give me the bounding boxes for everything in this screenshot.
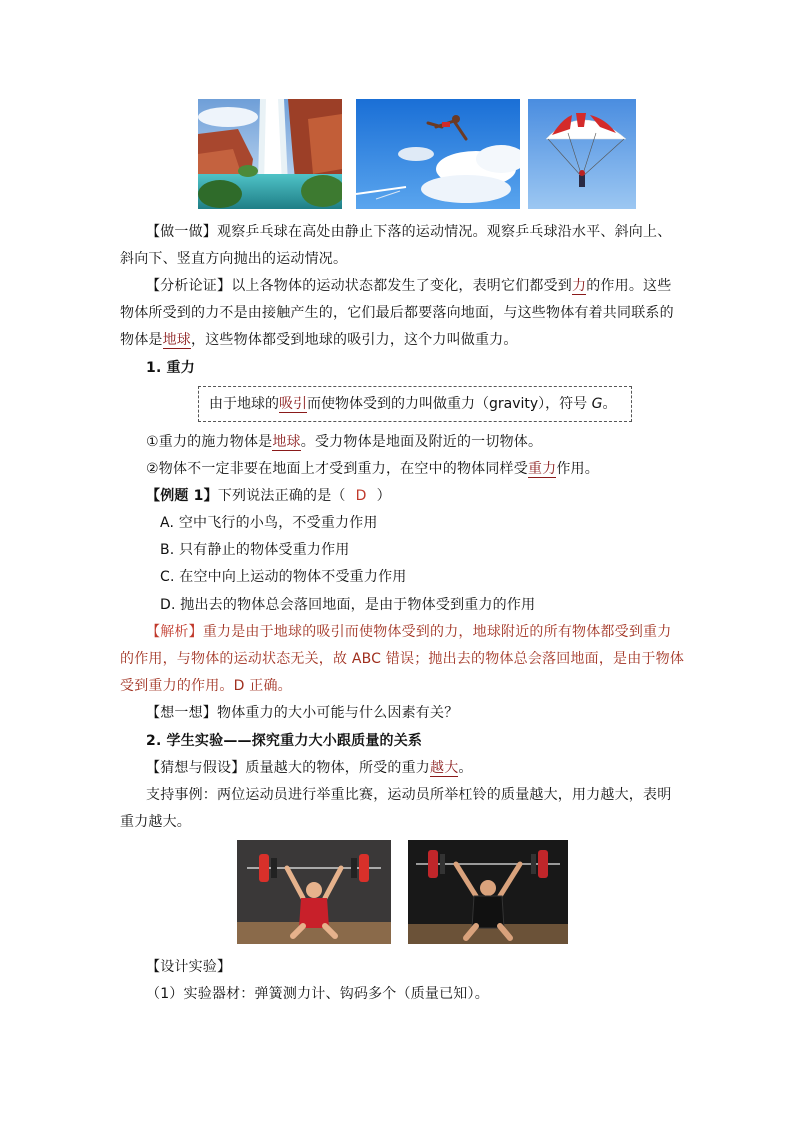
explain-text: 的作用，与物体的运动状态无关，故 ABC 错误； [120, 651, 429, 667]
doit-text-1: 观察乒乓球在高处由静止下落的运动情况。观察乒乓球沿水平、斜向上、 [217, 224, 672, 240]
blank-answer: 力 [572, 278, 587, 294]
doit-label: 【做一做】 [146, 224, 217, 240]
definition-text: 由于地球的 [209, 396, 279, 412]
blank-answer: 吸引 [279, 396, 307, 412]
blank-answer: 重力 [527, 461, 557, 477]
explain-line-1 [146, 622, 671, 642]
explain-text: 抛出去的物体总会落回地面，是由于物体 [428, 651, 685, 667]
parachute-image [528, 99, 636, 209]
think-line [146, 703, 458, 723]
definition-box [198, 386, 632, 422]
analysis-text: 物体是 [120, 332, 163, 348]
point-1 [146, 432, 542, 452]
think-text: 物体重力的大小可能与什么因素有关？ [217, 705, 459, 721]
example-answer: D [355, 488, 367, 504]
analysis-text: 的作用。这些 [586, 278, 672, 294]
doit-line-1 [146, 222, 671, 242]
blank-answer: 地球 [162, 332, 192, 348]
option-b: B. 只有静止的物体受重力作用 [160, 542, 350, 558]
hypothesis-text: 。 [458, 760, 473, 776]
weightlifter-red-image [237, 840, 391, 944]
analysis-text: 以上各物体的运动状态都发生了变化，表明它们都受到 [231, 278, 573, 294]
point-text: 。受力物体是地面及附近的一切物体。 [300, 434, 543, 450]
gravity-symbol: G [591, 396, 603, 412]
explain-text: 的作用。D 正确。 [176, 678, 292, 694]
option-c: C. 在空中向上运动的物体不受重力作用 [160, 569, 407, 585]
think-label: 【想一想】 [146, 705, 217, 721]
doit-text-2: 斜向下、竖直方向抛出的运动情况。 [120, 251, 348, 267]
point-text: ①重力的施力物体是 [146, 434, 273, 450]
definition-text: 而使物体受到的力叫做重力（gravity），符号 [307, 396, 592, 412]
hypothesis-label: 【猜想与假设】 [146, 760, 246, 776]
support-line-1: 支持事例：两位运动员进行举重比赛，运动员所举杠铃的质量越大，用力越大，表明 [146, 787, 672, 803]
blank-answer: 地球 [272, 434, 301, 450]
example-question [146, 486, 391, 506]
waterfall-image [198, 99, 342, 209]
example-label: 【例题 1】 [146, 488, 218, 504]
explain-text: 重力 [148, 678, 177, 694]
analysis-line-1 [146, 276, 671, 296]
option-a: A. 空中飞行的小鸟，不受重力作用 [160, 515, 378, 531]
weightlifter-black-image [408, 840, 568, 944]
support-line-2: 重力越大。 [120, 814, 191, 830]
point-2 [146, 459, 599, 479]
section-1-title: 1. 重力 [146, 360, 195, 376]
diver-image [356, 99, 520, 209]
explain-text: 重力是由于地球的吸引而使物体受到的力 [202, 624, 459, 640]
analysis-line-3 [120, 330, 518, 350]
explain-label: 【解析】 [146, 624, 203, 640]
point-text: 作用。 [556, 461, 599, 477]
definition-text: 。 [602, 396, 617, 412]
option-d: D. 抛出去的物体总会落回地面，是由于物体受到重力的作用 [160, 597, 536, 613]
explain-line-2 [120, 649, 684, 669]
example-text: ） [376, 488, 391, 504]
point-text: ②物体不一定非要在地面上才受到重力，在空中的物体同样受 [146, 461, 528, 477]
equipment-line: （1）实验器材：弹簧测力计、钩码多个（质量已知）。 [146, 986, 489, 1002]
explain-text: 受到 [120, 678, 149, 694]
example-text: 下列说法正确的是（ [217, 488, 346, 504]
explain-line-3 [120, 676, 292, 696]
hypothesis-text: 质量越大的物体，所受的重力 [245, 760, 431, 776]
design-label: 【设计实验】 [146, 959, 232, 975]
section-2-title: 2. 学生实验——探究重力大小跟质量的关系 [146, 733, 423, 749]
analysis-label: 【分析论证】 [146, 278, 232, 294]
blank-answer: 越大 [430, 760, 459, 776]
explain-text: ，地球附近的所有物体都受到重力 [458, 624, 672, 640]
analysis-text: ，这些物体都受到地球的吸引力，这个力叫做重力。 [191, 332, 518, 348]
hypothesis-line [146, 758, 473, 778]
analysis-line-2: 物体所受到的力不是由接触产生的，它们最后都要落向地面，与这些物体有着共同联系的 [120, 305, 674, 321]
